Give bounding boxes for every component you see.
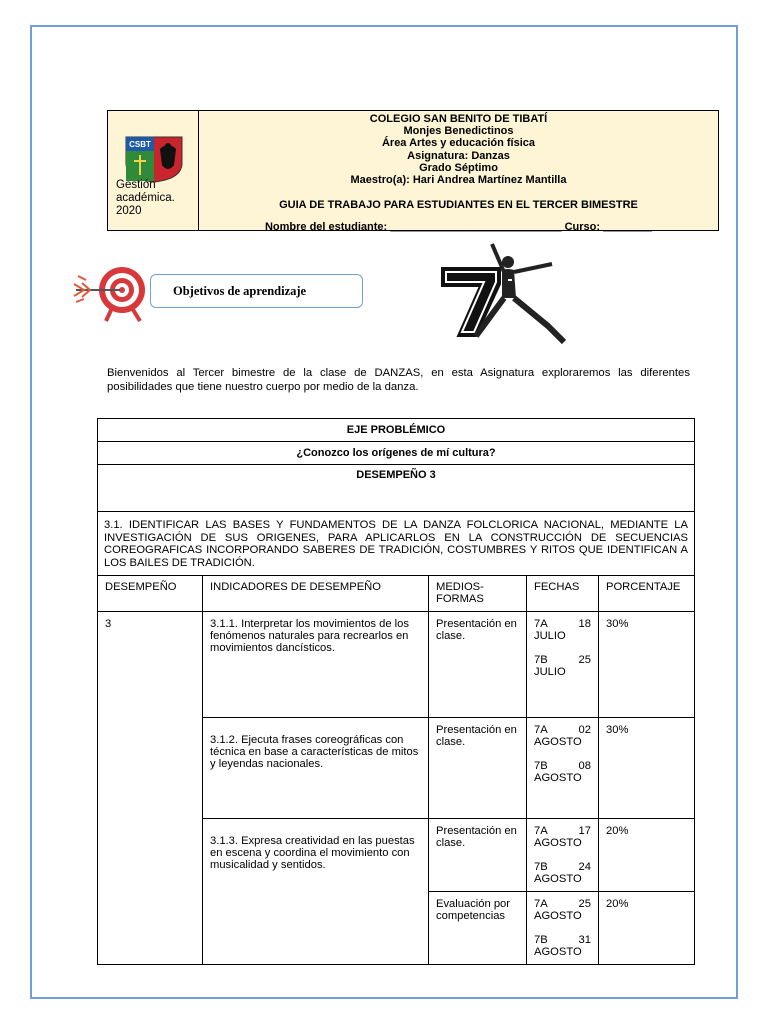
header-desempeno: DESEMPEÑO: [98, 576, 203, 612]
indicator-cell: 3.1.3. Expresa creatividad en las puestas en escena y coordina el movimiento con musicalidad y sentidos.: [203, 819, 429, 965]
header-info: [199, 111, 718, 234]
header-fechas: FECHAS: [527, 576, 599, 612]
porcentaje-cell: 30%: [599, 612, 695, 718]
desempeno-cell: 3: [98, 612, 203, 965]
fecha-cell: 7A 02 AGOSTO 7B 08 AGOSTO: [527, 718, 599, 819]
subject-line: Asignatura: Danzas: [407, 149, 510, 162]
desempeno-description: 3.1. IDENTIFICAR LAS BASES Y FUNDAMENTOS DE LA DANZA FOLCLORICA NACIONAL, MEDIANTE LA INVESTIGACIÓN DE SUS ORIGENES, PARA APLICARLOS EN LA CONSTRUCCIÓN DE SECUENCIAS COREOGRAFICAS INCORPORANDO SABERES DE TRADICIÓN, COSTUMBRES Y RITOS QUE IDENTIFICAN A LOS BAILES DE TRADICIÓN.: [104, 519, 688, 569]
logo-cell: [108, 111, 199, 230]
guide-title: GUIA DE TRABAJO PARA ESTUDIANTES EN EL TERCER BIMESTRE: [279, 199, 638, 212]
medio-cell: Presentación en clase.: [429, 612, 527, 718]
porcentaje-cell: 30%: [599, 718, 695, 819]
gestion-label: Gestión académica. 2020: [116, 179, 175, 217]
student-name-field: Nombre del estudiante: ____________________________ Curso: ________: [264, 221, 653, 234]
school-name: COLEGIO SAN BENITO DE TIBATÍ: [369, 113, 548, 125]
header-porcentaje: PORCENTAJE: [599, 576, 695, 612]
document-header: [107, 110, 719, 234]
table-row: [98, 612, 695, 718]
objectives-box: [150, 274, 363, 308]
medio-cell: Presentación en clase.: [429, 819, 527, 892]
indicator-cell: 3.1.1. Interpretar los movimientos de los fenómenos naturales para recrearlos en movimientos dancísticos.: [203, 612, 429, 718]
header-medios: MEDIOS-FORMAS: [429, 576, 527, 612]
welcome-paragraph: Bienvenidos al Tercer bimestre de la clase de DANZAS, en esta Asignatura exploraremos las diferentes posibilidades que tiene nuestro cuerpo por medio de la danza.: [107, 367, 690, 393]
grade-line: Grado Séptimo: [419, 161, 498, 174]
fecha-cell: 7A 25 AGOSTO 7B 31 AGOSTO: [527, 892, 599, 965]
seven-dancer-icon: [436, 240, 570, 360]
monks-line: Monjes Benedictinos: [403, 125, 514, 138]
indicators-table: [97, 575, 695, 965]
desempeno-title: DESEMPEÑO 3: [98, 465, 694, 512]
fecha-cell: 7A 18 JULIO 7B 25 JULIO: [527, 612, 599, 718]
table-header-row: [98, 576, 695, 612]
header-indicadores: INDICADORES DE DESEMPEÑO: [203, 576, 429, 612]
porcentaje-cell: 20%: [599, 892, 695, 965]
area-line: Área Artes y educación física: [381, 137, 536, 150]
fecha-cell: 7A 17 AGOSTO 7B 24 AGOSTO: [527, 819, 599, 892]
svg-text:CSBT: CSBT: [129, 140, 151, 149]
objectives-label: Objetivos de aprendizaje: [173, 283, 307, 298]
medio-cell: Evaluación por competencias: [429, 892, 527, 965]
eje-problemico-table: [97, 418, 695, 576]
eje-title: EJE PROBLÉMICO: [98, 419, 694, 442]
indicator-cell: 3.1.2. Ejecuta frases coreográficas con técnica en base a características de mitos y leyendas nacionales.: [203, 718, 429, 819]
teacher-line: Maestro(a): Hari Andrea Martínez Mantilla: [350, 174, 567, 187]
porcentaje-cell: 20%: [599, 819, 695, 892]
school-logo-icon: [124, 135, 184, 183]
medio-cell: Presentación en clase.: [429, 718, 527, 819]
eje-question: ¿Conozco los orígenes de mí cultura?: [98, 442, 694, 465]
